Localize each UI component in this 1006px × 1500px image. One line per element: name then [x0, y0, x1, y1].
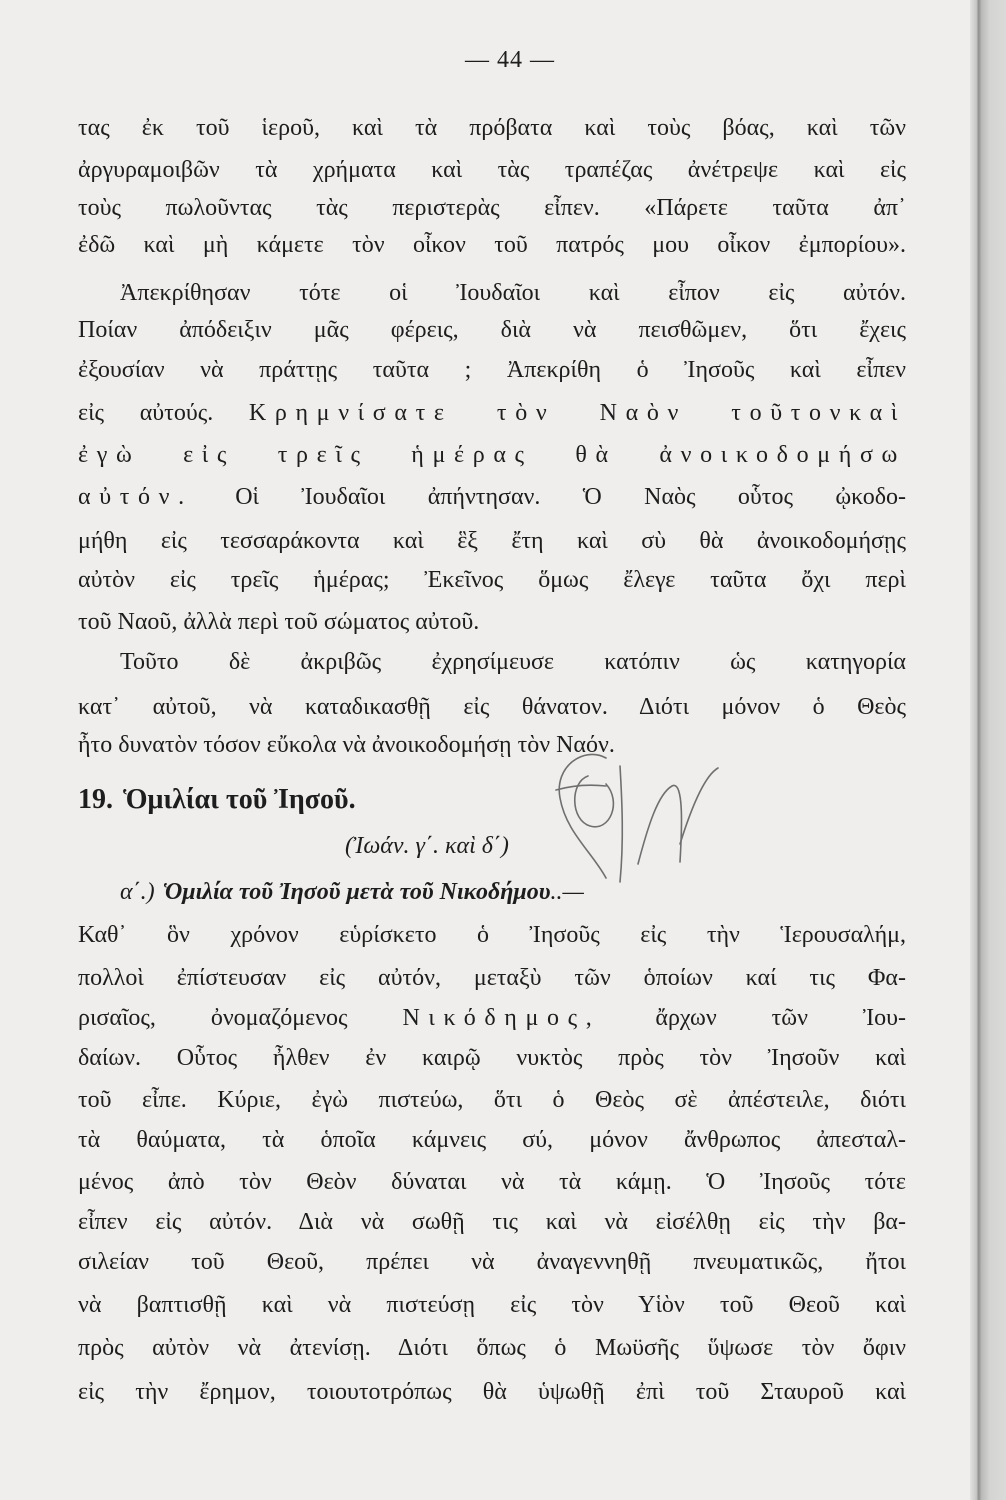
text-line: μήθη εἰς τεσσαράκοντα καὶ ἓξ ἔτη καὶ σὺ θὰ ἀνοικοδομήσῃς	[78, 528, 906, 554]
text-line: ἦτο δυνατὸν τόσον εὔκολα νὰ ἀνοικοδομήσῃ τὸν Ναόν.	[78, 732, 615, 758]
text-line: δαίων. Οὗτος ἦλθεν ἐν καιρῷ νυκτὸς πρὸς τὸν Ἰησοῦν καὶ	[78, 1045, 906, 1071]
text-segment: εἰς αὐτούς.	[78, 400, 214, 426]
text-segment: ἄρχων τῶν Ἰου-	[655, 1005, 906, 1031]
text-line	[78, 435, 906, 475]
text-line: κατ᾽ αὐτοῦ, νὰ καταδικασθῇ εἰς θάνατον. Διότι μόνον ὁ Θεὸς	[78, 694, 906, 720]
section-number: 19.	[78, 784, 113, 815]
text-line: αὐτὸν εἰς τρεῖς ἡμέρας; Ἐκεῖνος ὅμως ἔλεγε ταῦτα ὄχι περὶ	[78, 567, 906, 593]
section-heading	[78, 778, 356, 822]
text-segment: Οἱ Ἰουδαῖοι ἀπήντησαν. Ὁ Ναὸς οὗτος ᾠκοδο-	[235, 484, 906, 510]
text-line: τας ἐκ τοῦ ἱεροῦ, καὶ τὰ πρόβατα καὶ τοὺς βόας, καὶ τῶν	[78, 115, 906, 141]
text-line: μένος ἀπὸ τὸν Θεὸν δύναται νὰ τὰ κάμῃ. Ὁ Ἰησοῦς τότε	[78, 1169, 906, 1195]
text-line: εἰς τὴν ἔρημον, τοιουτοτρόπως θὰ ὑψωθῇ ἐπὶ τοῦ Σταυροῦ καὶ	[78, 1379, 906, 1405]
pencil-signature	[540, 740, 730, 890]
text-line: τὰ θαύματα, τὰ ὁποῖα κάμνεις σύ, μόνον ἄνθρωπος ἀπεσταλ-	[78, 1127, 906, 1153]
page-edge-shadow	[970, 0, 1006, 1500]
text-line: σιλείαν τοῦ Θεοῦ, πρέπει νὰ ἀναγεννηθῇ πνευματικῶς, ἤτοι	[78, 1249, 906, 1275]
text-line	[78, 998, 906, 1038]
text-line: ἐδῶ καὶ μὴ κάμετε τὸν οἶκον τοῦ πατρός μου οἶκον ἐμπορίου».	[78, 232, 906, 258]
text-line: νὰ βαπτισθῇ καὶ νὰ πιστεύσῃ εἰς τὸν Υἱὸν τοῦ Θεοῦ καὶ	[78, 1292, 906, 1318]
section-title: Ὁμιλίαι τοῦ Ἰησοῦ.	[123, 784, 356, 815]
spaced-emphasis: Νικόδημος,	[402, 1005, 601, 1031]
text-line	[78, 477, 906, 517]
text-line: Καθ᾽ ὃν χρόνον εὑρίσκετο ὁ Ἰησοῦς εἰς τὴν Ἱερουσαλήμ,	[78, 922, 906, 948]
text-line: Τοῦτο δὲ ἀκριβῶς ἐχρησίμευσε κατόπιν ὡς κατηγορία	[120, 649, 906, 675]
text-line: τοῦ Ναοῦ, ἀλλὰ περὶ τοῦ σώματος αὐτοῦ.	[78, 609, 480, 635]
text-line: πολλοὶ ἐπίστευσαν εἰς αὐτόν, μεταξὺ τῶν ὁποίων καί τις Φα-	[78, 965, 906, 991]
page-number: — 44 —	[465, 47, 555, 73]
subsection-heading	[120, 872, 906, 912]
text-line: εἶπεν εἰς αὐτόν. Διὰ νὰ σωθῇ τις καὶ νὰ εἰσέλθῃ εἰς τὴν βα-	[78, 1209, 906, 1235]
text-line: ἐξουσίαν νὰ πράττῃς ταῦτα ; Ἀπεκρίθη ὁ Ἰησοῦς καὶ εἶπεν	[78, 357, 906, 383]
text-line: Ἀπεκρίθησαν τότε οἱ Ἰουδαῖοι καὶ εἶπον εἰς αὐτόν.	[120, 280, 906, 306]
subsection-title: Ὁμιλία τοῦ Ἰησοῦ μετὰ τοῦ Νικοδήμου	[162, 879, 551, 905]
spaced-emphasis: ἐγὼ εἰς τρεῖς ἡμέρας θὰ ἀνοικοδομήσω	[78, 442, 906, 468]
text-line	[78, 393, 906, 433]
spaced-emphasis: αὐτόν.	[78, 484, 193, 510]
subsection-tail: ..—	[550, 879, 584, 905]
section-source-reference: (Ἰωάν. γ΄. καὶ δ΄)	[345, 833, 509, 859]
text-line: ἀργυραμοιβῶν τὰ χρήματα καὶ τὰς τραπέζας ἀνέτρεψε καὶ εἰς	[78, 157, 906, 183]
spaced-emphasis: Κρημνίσατε τὸν Ναὸν τοῦτονκαὶ	[248, 400, 906, 426]
subsection-marker: α΄.)	[120, 879, 155, 905]
text-line: πρὸς αὐτὸν νὰ ἀτενίσῃ. Διότι ὅπως ὁ Μωϋσῆς ὕψωσε τὸν ὄφιν	[78, 1335, 906, 1361]
text-line: τοὺς πωλοῦντας τὰς περιστερὰς εἶπεν. «Πάρετε ταῦτα ἀπ᾽	[78, 195, 906, 221]
text-line: Ποίαν ἀπόδειξιν μᾶς φέρεις, διὰ νὰ πεισθῶμεν, ὅτι ἔχεις	[78, 317, 906, 343]
text-line: τοῦ εἶπε. Κύριε, ἐγὼ πιστεύω, ὅτι ὁ Θεὸς σὲ ἀπέστειλε, διότι	[78, 1087, 906, 1113]
text-segment: ρισαῖος, ὀνομαζόμενος	[78, 1005, 348, 1031]
